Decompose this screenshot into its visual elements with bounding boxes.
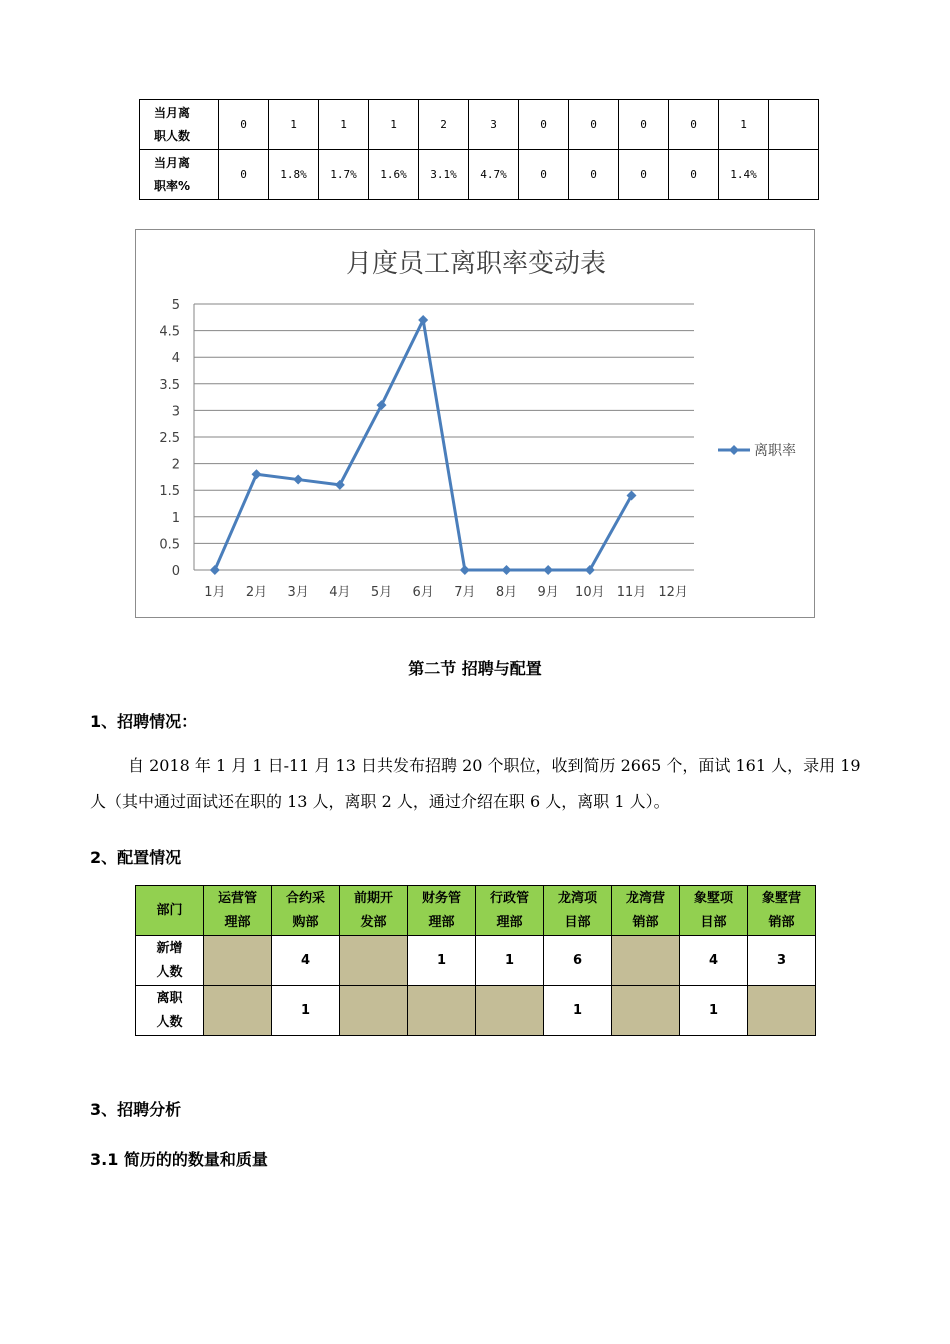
y-tick-label: 2: [171, 457, 180, 473]
allocation-cell: 4: [680, 936, 748, 986]
allocation-header-row: [136, 886, 816, 936]
turnover-cell: 1.6%: [369, 150, 419, 200]
allocation-row: [136, 936, 816, 986]
x-tick-label: 4月: [329, 585, 351, 600]
turnover-cell: 0: [569, 100, 619, 150]
y-tick-label: 3.5: [159, 377, 180, 393]
allocation-header-line: 购部: [292, 914, 319, 930]
allocation-cell: [204, 936, 272, 986]
allocation-cell: 3: [748, 936, 816, 986]
legend-marker: [729, 445, 739, 455]
data-point: [543, 565, 553, 575]
allocation-header-cell: [612, 886, 680, 936]
allocation-header-cell: [204, 886, 272, 936]
allocation-row-label-line: 离职: [156, 990, 183, 1006]
allocation-header-cell: [748, 886, 816, 936]
allocation-header-cell: [136, 886, 204, 936]
turnover-cell: 3.1%: [419, 150, 469, 200]
allocation-cell: [408, 986, 476, 1036]
allocation-header-line: 象墅项: [693, 890, 733, 906]
x-tick-label: 9月: [537, 585, 559, 600]
allocation-header-line: 销部: [632, 914, 659, 930]
allocation-cell: 1: [272, 986, 340, 1036]
allocation-header-line: 理部: [224, 914, 251, 930]
allocation-cell: 1: [680, 986, 748, 1036]
allocation-cell: [612, 936, 680, 986]
allocation-header-line: 部门: [156, 902, 183, 918]
allocation-cell: 6: [544, 936, 612, 986]
allocation-table: [135, 885, 816, 1036]
turnover-row-label-line: 职率%: [154, 178, 191, 193]
turnover-cell: 0: [569, 150, 619, 200]
turnover-row-label-line: 当月离: [154, 105, 191, 120]
y-tick-label: 5: [171, 298, 180, 313]
section-title: 第二节 招聘与配置: [408, 659, 542, 678]
allocation-header-line: 运营管: [217, 890, 257, 906]
turnover-cell: 0: [669, 150, 719, 200]
allocation-cell: [340, 936, 408, 986]
turnover-row-label-line: 职人数: [154, 128, 191, 143]
turnover-cell: 3: [469, 100, 519, 150]
turnover-row: [140, 100, 819, 150]
y-tick-label: 0.5: [159, 537, 180, 553]
y-tick-label: 1.5: [159, 484, 180, 500]
turnover-chart: [135, 229, 815, 618]
y-tick-label: 4: [171, 351, 180, 367]
allocation-cell: [748, 986, 816, 1036]
turnover-cell: 0: [619, 100, 669, 150]
data-point: [502, 565, 512, 575]
allocation-row: [136, 986, 816, 1036]
allocation-header-line: 龙湾营: [625, 890, 665, 906]
allocation-header-cell: [408, 886, 476, 936]
y-tick-label: 4.5: [159, 324, 180, 340]
x-tick-label: 3月: [287, 585, 309, 600]
turnover-cell: 2: [419, 100, 469, 150]
allocation-row-label-line: 人数: [156, 964, 183, 980]
allocation-header-line: 龙湾项: [557, 890, 597, 906]
data-point: [293, 475, 303, 485]
turnover-cell: 1.7%: [319, 150, 369, 200]
turnover-table: [139, 99, 819, 200]
allocation-header-cell: [272, 886, 340, 936]
heading-recruitment-analysis: 3、招聘分析: [90, 1100, 182, 1119]
turnover-cell: 4.7%: [469, 150, 519, 200]
allocation-header-line: 目部: [564, 914, 591, 930]
x-tick-label: 12月: [658, 585, 688, 600]
turnover-cell: [769, 150, 819, 200]
allocation-header-line: 发部: [360, 914, 387, 930]
x-tick-label: 6月: [412, 585, 434, 600]
allocation-header-line: 目部: [700, 914, 727, 930]
y-tick-label: 0: [171, 564, 180, 579]
allocation-header-cell: [476, 886, 544, 936]
allocation-row-label: [136, 936, 204, 986]
y-tick-label: 2.5: [159, 431, 180, 446]
allocation-row-label-line: 新增: [156, 940, 183, 956]
x-tick-label: 7月: [454, 585, 476, 600]
allocation-header-cell: [544, 886, 612, 936]
heading-recruitment-status: 1、招聘情况：: [90, 712, 198, 731]
turnover-row: [140, 150, 819, 200]
turnover-cell: 1.4%: [719, 150, 769, 200]
turnover-cell: 0: [219, 100, 269, 150]
allocation-row-label-line: 人数: [156, 1014, 183, 1030]
allocation-header-line: 销部: [768, 914, 795, 930]
allocation-header-line: 前期开: [353, 890, 393, 906]
chart-title: 月度员工离职率变动表: [345, 249, 607, 279]
allocation-header-cell: [340, 886, 408, 936]
x-tick-label: 8月: [495, 585, 518, 600]
allocation-header-line: 象墅营: [761, 890, 801, 906]
turnover-row-label-line: 当月离: [154, 155, 191, 170]
allocation-cell: [204, 986, 272, 1036]
allocation-header-cell: [680, 886, 748, 936]
heading-resume-quality: 3.1 简历的的数量和质量: [90, 1150, 268, 1169]
allocation-cell: [340, 986, 408, 1036]
allocation-header-line: 财务管: [421, 890, 461, 906]
heading-allocation-status: 2、配置情况: [90, 848, 182, 867]
recruitment-paragraph: [90, 748, 870, 820]
data-point: [460, 565, 470, 575]
allocation-header-line: 行政管: [489, 890, 529, 906]
allocation-header-line: 理部: [496, 914, 523, 930]
turnover-cell: 1: [369, 100, 419, 150]
recruitment-paragraph-text: 自 2018 年 1 月 1 日-11 月 13 日共发布招聘 20 个职位，收到简历 2665 个，面试 161 人，录用 19 人（其中通过面试还在职的 13 人，离职 2 人，通过介绍在职 6 人，离职 1 人）。: [90, 756, 861, 811]
allocation-row-label: [136, 986, 204, 1036]
y-tick-label: 1: [171, 510, 180, 526]
turnover-cell: 0: [519, 150, 569, 200]
y-tick-label: 3: [171, 404, 180, 420]
x-tick-label: 10月: [575, 585, 605, 600]
turnover-row-label: [140, 100, 219, 150]
allocation-cell: [612, 986, 680, 1036]
allocation-header-line: 合约采: [285, 890, 325, 906]
x-tick-label: 2月: [245, 585, 268, 600]
allocation-cell: [476, 986, 544, 1036]
turnover-cell: 1: [269, 100, 319, 150]
turnover-cell: 1: [719, 100, 769, 150]
turnover-cell: 0: [519, 100, 569, 150]
turnover-cell: 0: [219, 150, 269, 200]
data-point: [252, 469, 262, 479]
allocation-cell: 1: [408, 936, 476, 986]
turnover-line-chart: [136, 230, 816, 619]
data-point: [210, 565, 220, 575]
legend-label: 离职率: [754, 443, 796, 459]
data-point: [418, 315, 428, 325]
allocation-cell: 1: [476, 936, 544, 986]
turnover-cell: 0: [669, 100, 719, 150]
turnover-cell: 1: [319, 100, 369, 150]
turnover-cell: 0: [619, 150, 669, 200]
x-tick-label: 1月: [204, 585, 226, 600]
turnover-cell: [769, 100, 819, 150]
allocation-header-line: 理部: [428, 914, 455, 930]
x-tick-label: 11月: [616, 585, 647, 600]
turnover-row-label: [140, 150, 219, 200]
allocation-cell: 4: [272, 936, 340, 986]
allocation-cell: 1: [544, 986, 612, 1036]
turnover-cell: 1.8%: [269, 150, 319, 200]
x-tick-label: 5月: [370, 585, 393, 600]
